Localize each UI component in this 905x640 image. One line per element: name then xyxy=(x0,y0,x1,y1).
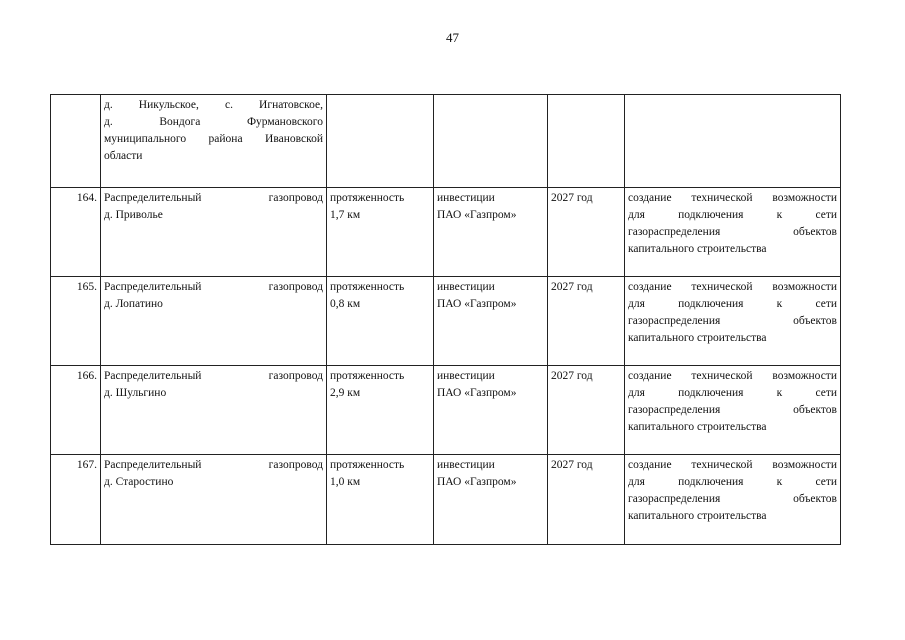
cell-number: 166. xyxy=(51,366,101,455)
text-line: создание технической возможности xyxy=(628,192,837,204)
cell-number xyxy=(51,95,101,188)
cell-funding-source xyxy=(434,366,548,455)
facilities-table xyxy=(50,94,841,545)
text-line: д. Лопатино xyxy=(104,298,163,310)
text-line: 2,9 км xyxy=(330,387,361,399)
cell-parameters xyxy=(327,366,434,455)
text-line: Распределительный газопровод xyxy=(104,192,323,204)
text-line: создание технической возможности xyxy=(628,370,837,382)
cell-purpose xyxy=(625,366,841,455)
text-line: д. Старостино xyxy=(104,476,174,488)
text-line: д. Шульгино xyxy=(104,387,167,399)
text-line: Распределительный газопровод xyxy=(104,459,323,471)
cell-parameters xyxy=(327,95,434,188)
text-line: ПАО «Газпром» xyxy=(437,387,517,399)
cell-object-name xyxy=(101,188,327,277)
text-line: протяженность xyxy=(330,281,405,293)
cell-object-name xyxy=(101,455,327,545)
cell-parameters xyxy=(327,188,434,277)
cell-funding-source xyxy=(434,188,548,277)
text-line: создание технической возможности xyxy=(628,459,837,471)
text-line: создание технической возможности xyxy=(628,281,837,293)
cell-parameters xyxy=(327,277,434,366)
page-number: 47 xyxy=(446,30,459,45)
text-line: 1,0 км xyxy=(330,476,361,488)
text-line: д. Никульское, с. Игнатовское, xyxy=(104,99,323,111)
cell-funding-source xyxy=(434,455,548,545)
text-line: газораспределения объектов xyxy=(628,315,837,327)
cell-purpose xyxy=(625,277,841,366)
cell-year: 2027 год xyxy=(548,366,625,455)
text-line: ПАО «Газпром» xyxy=(437,476,517,488)
text-line: д. Вондога Фурмановского xyxy=(104,116,323,128)
text-line: инвестиции xyxy=(437,281,495,293)
text-line: капитального строительства xyxy=(628,421,767,433)
text-line: муниципального района Ивановской xyxy=(104,133,323,145)
text-line: газораспределения объектов xyxy=(628,226,837,238)
text-line: 0,8 км xyxy=(330,298,361,310)
text-line: Распределительный газопровод xyxy=(104,370,323,382)
text-line: инвестиции xyxy=(437,192,495,204)
text-line: для подключения к сети xyxy=(628,476,837,488)
text-line: капитального строительства xyxy=(628,510,767,522)
text-line: 1,7 км xyxy=(330,209,361,221)
cell-parameters xyxy=(327,455,434,545)
text-line: для подключения к сети xyxy=(628,298,837,310)
text-line: инвестиции xyxy=(437,370,495,382)
cell-funding-source xyxy=(434,277,548,366)
text-line: протяженность xyxy=(330,459,405,471)
text-line: для подключения к сети xyxy=(628,209,837,221)
cell-object-name xyxy=(101,95,327,188)
cell-year xyxy=(548,95,625,188)
text-line: области xyxy=(104,150,143,162)
cell-funding-source xyxy=(434,95,548,188)
cell-number: 165. xyxy=(51,277,101,366)
text-line: ПАО «Газпром» xyxy=(437,209,517,221)
table-row xyxy=(51,455,841,545)
cell-year: 2027 год xyxy=(548,277,625,366)
text-line: капитального строительства xyxy=(628,243,767,255)
cell-year: 2027 год xyxy=(548,188,625,277)
text-line: для подключения к сети xyxy=(628,387,837,399)
text-line: газораспределения объектов xyxy=(628,493,837,505)
text-line: Распределительный газопровод xyxy=(104,281,323,293)
cell-purpose xyxy=(625,95,841,188)
table-row xyxy=(51,188,841,277)
cell-year: 2027 год xyxy=(548,455,625,545)
text-line: д. Приволье xyxy=(104,209,163,221)
cell-number: 167. xyxy=(51,455,101,545)
table-row-continuation xyxy=(51,95,841,188)
text-line: капитального строительства xyxy=(628,332,767,344)
cell-purpose xyxy=(625,188,841,277)
text-line: протяженность xyxy=(330,370,405,382)
text-line: газораспределения объектов xyxy=(628,404,837,416)
text-line: протяженность xyxy=(330,192,405,204)
cell-object-name xyxy=(101,277,327,366)
text-line: инвестиции xyxy=(437,459,495,471)
cell-purpose xyxy=(625,455,841,545)
text-line: ПАО «Газпром» xyxy=(437,298,517,310)
table-row xyxy=(51,366,841,455)
table-row xyxy=(51,277,841,366)
cell-number: 164. xyxy=(51,188,101,277)
cell-object-name xyxy=(101,366,327,455)
